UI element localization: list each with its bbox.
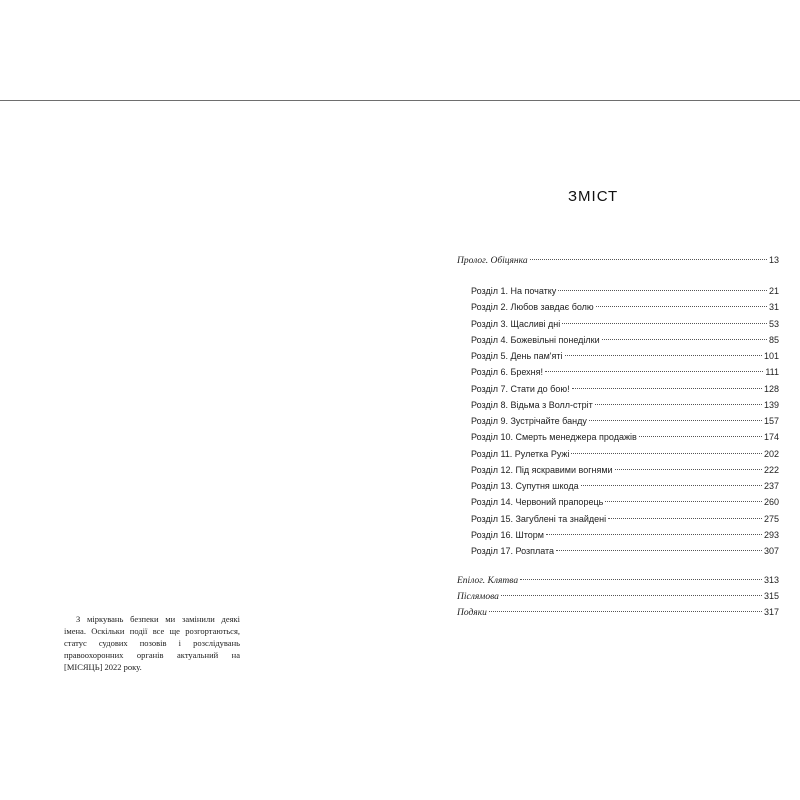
- toc-entry-chapter: [471, 382, 779, 396]
- toc-entry-label: Розділ 17. Розплата: [471, 546, 555, 556]
- toc-entry-chapter: [471, 398, 779, 412]
- toc-entry-page: 101: [763, 351, 779, 361]
- toc-entry-label: Післямова: [457, 592, 499, 602]
- toc-leader-dots: [530, 259, 767, 260]
- right-page: [400, 101, 800, 800]
- toc-entry-chapter: [471, 284, 779, 298]
- toc-entry-label: Епілог. Клятва: [457, 576, 519, 586]
- safety-note: З міркувань безпеки ми замінили деякі імена. Оскільки події все ще розгортаються, статус судових позовів і розслідувань правоохоронних органів актуальний на [МІСЯЦЬ] 2022 року.: [64, 613, 240, 672]
- toc-entry-label: Розділ 10. Смерть менеджера продажів: [471, 432, 637, 443]
- toc-entry-chapter: [471, 317, 779, 331]
- toc-entry-chapter: [471, 414, 779, 428]
- toc-entry-chapter: [471, 300, 779, 314]
- toc-entry-label: Розділ 9. Зустрічайте банду: [471, 416, 587, 426]
- toc-entry-page: 21: [768, 286, 779, 296]
- toc-entry-back-matter: [457, 589, 779, 603]
- toc-entry-label: Розділ 4. Божевільні понеділки: [471, 334, 600, 345]
- toc-leader-dots: [639, 436, 762, 437]
- toc-leader-dots: [571, 453, 762, 454]
- toc-entry-label: Розділ 16. Шторм: [471, 529, 544, 540]
- toc-leader-dots: [572, 388, 762, 389]
- toc-entry-prologue: [457, 253, 779, 267]
- toc-entry-label: Розділ 3. Щасливі дні: [471, 318, 561, 329]
- toc-entry-back-matter: [457, 605, 779, 619]
- toc-entry-chapter: [471, 495, 779, 509]
- toc-leader-dots: [596, 306, 767, 307]
- toc-leader-dots: [595, 404, 762, 405]
- toc-entry-page: 111: [765, 367, 779, 378]
- toc-leader-dots: [615, 469, 762, 470]
- toc-entry-page: 260: [763, 497, 779, 508]
- toc-entry-page: 31: [768, 302, 779, 313]
- toc-entry-page: 293: [763, 529, 779, 540]
- toc-entry-page: 13: [768, 255, 779, 265]
- toc-entry-chapter: [471, 447, 779, 461]
- toc-leader-dots: [605, 501, 762, 502]
- toc-entry-label: Розділ 15. Загублені та знайдені: [471, 513, 607, 524]
- toc-entry-chapter: [471, 544, 779, 558]
- toc-entry-page: 139: [763, 399, 779, 410]
- toc-leader-dots: [556, 550, 762, 551]
- toc-leader-dots: [546, 534, 762, 535]
- toc-entry-label: Подяки: [457, 608, 487, 618]
- toc-entry-page: 53: [768, 318, 779, 329]
- toc-entry-chapter: [471, 528, 779, 542]
- toc-entry-page: 222: [763, 464, 779, 475]
- toc-entry-label: Розділ 1. На початку: [471, 286, 557, 296]
- toc-entry-chapter: [471, 430, 779, 444]
- toc-leader-dots: [562, 323, 767, 324]
- toc-entry-page: 317: [763, 607, 779, 617]
- left-page: [0, 101, 400, 800]
- toc-entry-page: 174: [763, 432, 779, 443]
- toc-leader-dots: [602, 339, 767, 340]
- toc-entry-page: 315: [763, 591, 779, 601]
- toc-entry-back-matter: [457, 573, 779, 587]
- toc-entry-label: Розділ 14. Червоний прапорець: [471, 497, 604, 508]
- toc-leader-dots: [589, 420, 762, 421]
- toc-entry-page: 157: [763, 416, 779, 426]
- toc-title: ЗМІСТ: [568, 188, 619, 205]
- toc-entry-label: Пролог. Обіцянка: [457, 256, 528, 266]
- toc-entry-chapter: [471, 349, 779, 363]
- toc-entry-label: Розділ 7. Стати до бою!: [471, 383, 570, 394]
- toc-leader-dots: [581, 485, 762, 486]
- toc-entry-page: 313: [763, 575, 779, 585]
- toc-entry-page: 307: [763, 546, 779, 556]
- toc-entry-page: 237: [763, 481, 779, 491]
- toc-entry-page: 275: [763, 513, 779, 524]
- toc-entry-label: Розділ 11. Рулетка Ружі: [471, 448, 570, 459]
- toc-entry-chapter: [471, 463, 779, 477]
- toc-entry-chapter: [471, 512, 779, 526]
- toc-entry-chapter: [471, 333, 779, 347]
- toc-entry-label: Розділ 8. Відьма з Волл-стріт: [471, 399, 593, 410]
- toc-leader-dots: [565, 355, 762, 356]
- toc-entry-label: Розділ 12. Під яскравими вогнями: [471, 464, 613, 475]
- toc-leader-dots: [520, 579, 762, 580]
- toc-entry-label: Розділ 2. Любов завдає болю: [471, 302, 594, 313]
- toc-leader-dots: [558, 290, 767, 291]
- toc-entry-label: Розділ 6. Брехня!: [471, 367, 544, 378]
- toc-entry-label: Розділ 5. День пам'яті: [471, 351, 563, 361]
- toc-entry-page: 202: [763, 448, 779, 459]
- toc-entry-label: Розділ 13. Супутня шкода: [471, 481, 579, 491]
- toc-leader-dots: [608, 518, 762, 519]
- toc-leader-dots: [545, 371, 763, 372]
- toc-entry-page: 85: [768, 334, 779, 345]
- toc-entry-chapter: [471, 365, 779, 379]
- toc-entry-page: 128: [763, 383, 779, 394]
- toc-entry-chapter: [471, 479, 779, 493]
- toc-leader-dots: [501, 595, 762, 596]
- toc-leader-dots: [489, 611, 762, 612]
